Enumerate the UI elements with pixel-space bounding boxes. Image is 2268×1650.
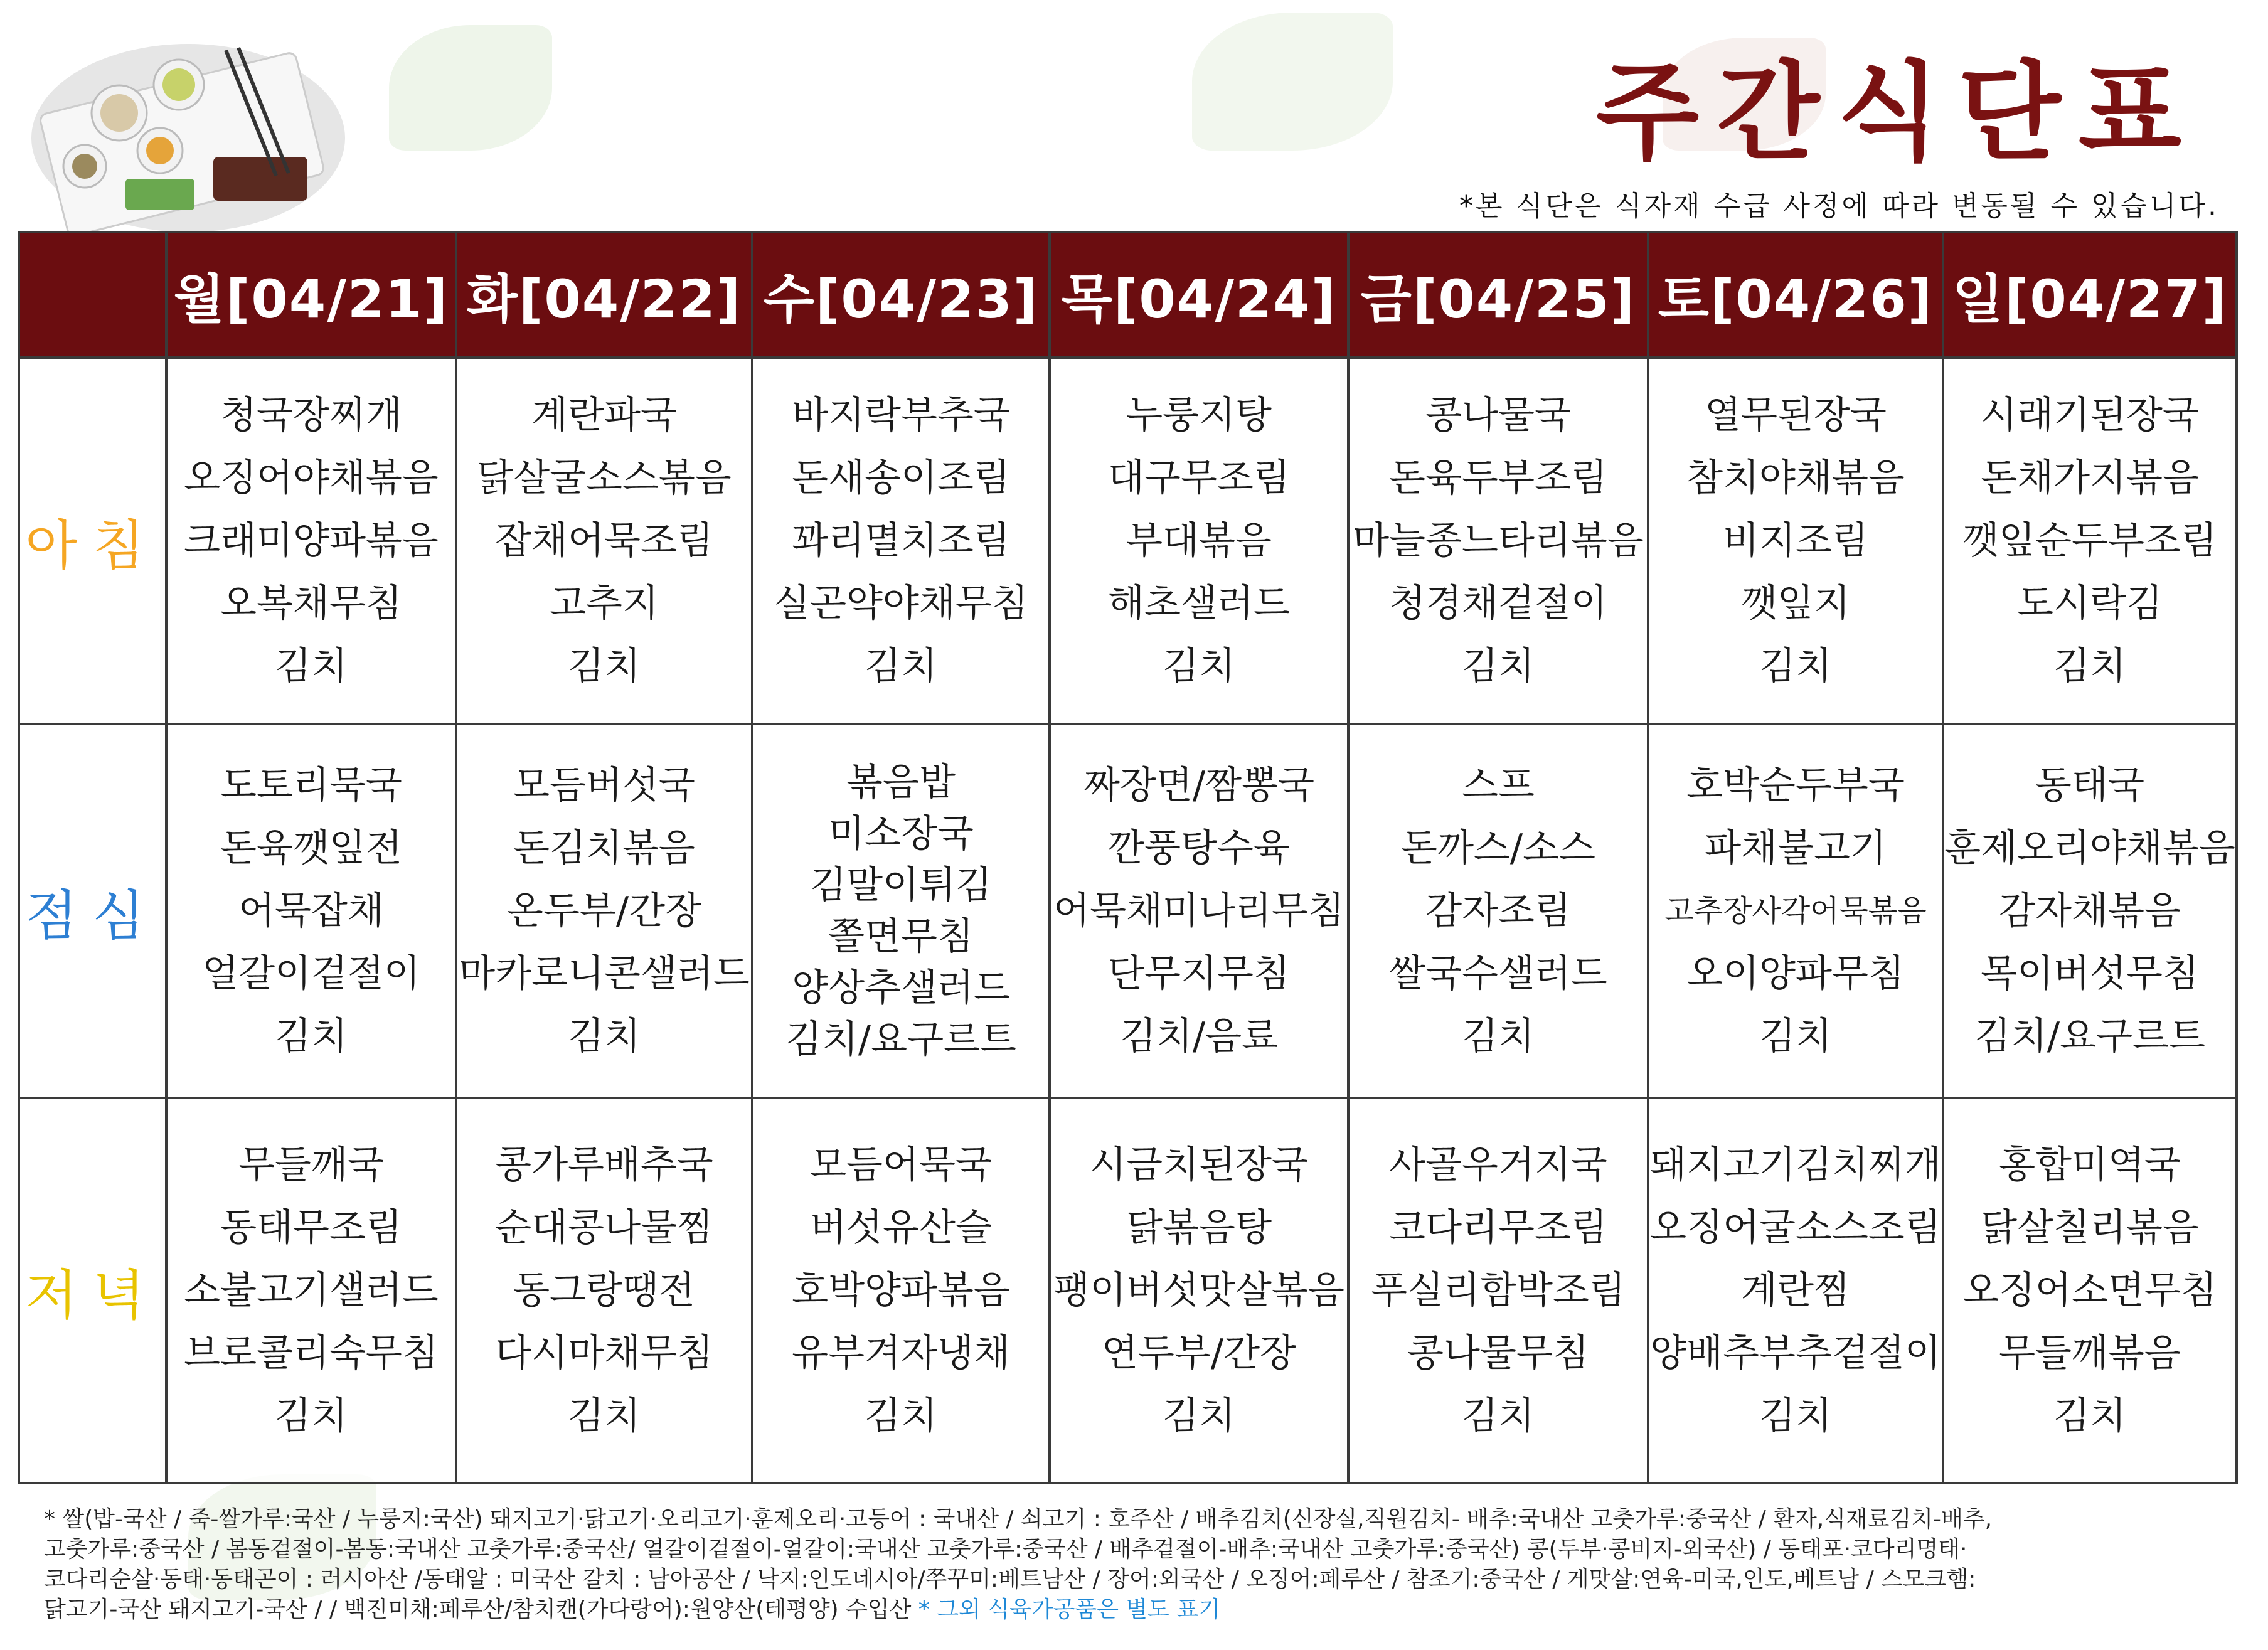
day-header: 일[04/27]: [1943, 232, 2237, 358]
dish-item: 김치: [1759, 1394, 1832, 1438]
dish-item: 김치: [275, 1394, 348, 1438]
menu-cell: [1943, 358, 2237, 724]
dish-item: 오복채무침: [220, 582, 402, 625]
menu-cell: [1348, 358, 1648, 724]
menu-cell: [166, 724, 456, 1098]
dish-item: 김치: [1759, 1014, 1832, 1058]
dish-item: 시래기된장국: [1981, 393, 2199, 437]
dish-item: 동그랑땡전: [513, 1269, 695, 1312]
footnote-line: 고춧가루:중국산 / 봄동겉절이-봄동:국내산 고춧가루:중국산/ 얼갈이겉절이-얼갈이:국내산 고춧가루:중국산 / 배추겉절이-배추:국내산 고춧가루:중국산) 콩(두부·콩비지-외국산) / 동태포·코다리명태·: [44, 1536, 1967, 1562]
day-header: 금[04/25]: [1348, 232, 1648, 358]
dish-item: 마늘종느타리볶음: [1353, 519, 1644, 563]
meal-row: [19, 724, 2237, 1098]
dish-item: 짜장면/짬뽕국: [1083, 764, 1314, 807]
dish-item: 참치야채볶음: [1686, 456, 1905, 500]
menu-cell: [1050, 358, 1348, 724]
dish-item: 김치: [2053, 644, 2126, 688]
dish-item: 바지락부추국: [792, 393, 1010, 437]
dish-item: 연두부/간장: [1101, 1331, 1296, 1375]
menu-cell: [456, 358, 752, 724]
background-leaf: [389, 25, 552, 151]
dish-item: 닭살굴소스볶음: [477, 456, 732, 500]
dish-item: 호박순두부국: [1686, 764, 1905, 807]
dish-list: [1350, 754, 1647, 1068]
food-plates-image: [25, 25, 364, 232]
dish-item: 김치: [568, 644, 641, 688]
dish-item: 동태무조림: [220, 1206, 402, 1250]
dish-item: 모듬어묵국: [810, 1143, 992, 1187]
dish-list: [1649, 754, 1942, 1068]
dish-item: 사골우거지국: [1389, 1143, 1607, 1187]
menu-cell: [1050, 724, 1348, 1098]
dish-list: [1051, 754, 1347, 1068]
dish-item: 고추장사각어묵볶음: [1664, 893, 1927, 929]
dish-list: [1350, 1134, 1647, 1447]
dish-item: 김치: [1163, 1394, 1235, 1438]
dish-item: 온두부/간장: [506, 889, 701, 933]
dish-item: 돈채가지볶음: [1981, 456, 2199, 500]
dish-item: 닭살칠리볶음: [1981, 1206, 2199, 1250]
dish-item: 목이버섯무침: [1981, 952, 2199, 996]
menu-cell: [1648, 1098, 1943, 1483]
dish-item: 훈제오리야채볶음: [1944, 826, 2235, 870]
dish-item: 동태국: [2035, 764, 2144, 807]
dish-item: 깐풍탕수육: [1108, 826, 1290, 870]
dish-item: 김치: [865, 1394, 937, 1438]
dish-item: 돼지고기김치찌개: [1650, 1143, 1941, 1187]
dish-list: [753, 757, 1048, 1065]
dish-item: 얼갈이겉절이: [202, 952, 420, 996]
dish-list: [753, 1134, 1048, 1447]
dish-item: 오징어굴소스조림: [1650, 1206, 1941, 1250]
dish-item: 콩가루배추국: [495, 1143, 713, 1187]
dish-item: 콩나물국: [1425, 393, 1571, 437]
menu-cell: [1348, 1098, 1648, 1483]
day-header: 수[04/23]: [752, 232, 1050, 358]
dish-item: 오이양파무침: [1686, 952, 1905, 996]
dish-item: 김치: [1462, 1394, 1535, 1438]
menu-cell: [166, 1098, 456, 1483]
menu-cell: [456, 1098, 752, 1483]
dish-item: 쫄면무침: [828, 915, 974, 959]
dish-item: 김치: [568, 1394, 641, 1438]
dish-item: 마카로니콘샐러드: [459, 952, 750, 996]
footnote-line: 닭고기-국산 돼지고기-국산 / / 백진미채:페루산/참치캔(가다랑어):원양산(테평양) 수입산: [44, 1597, 918, 1622]
dish-item: 계란파국: [531, 393, 677, 437]
dish-item: 도시락김: [2017, 582, 2163, 625]
dish-item: 홍합미역국: [1999, 1143, 2181, 1187]
dish-item: 돈새송이조림: [792, 456, 1010, 500]
notice-text: *본 식단은 식자재 수급 사정에 따라 변동될 수 있습니다.: [1459, 190, 2219, 222]
day-header-row: [19, 232, 2237, 358]
dish-item: 잡채어묵조림: [495, 519, 713, 563]
dish-item: 청국장찌개: [220, 393, 402, 437]
corner-cell: [19, 232, 166, 358]
dish-item: 닭볶음탕: [1126, 1206, 1272, 1250]
dish-item: 오징어야채볶음: [184, 456, 439, 500]
dish-item: 어묵잡채: [238, 889, 384, 933]
dish-item: 무들깨국: [238, 1143, 384, 1187]
dish-item: 실곤약야채무침: [774, 582, 1028, 625]
dish-item: 김치: [1759, 644, 1832, 688]
dish-list: [168, 754, 455, 1068]
dish-item: 돈육두부조림: [1389, 456, 1607, 500]
dish-item: 대구무조림: [1108, 456, 1290, 500]
menu-cell: [1943, 1098, 2237, 1483]
menu-cell: [1648, 724, 1943, 1098]
dish-item: 청경채겉절이: [1389, 582, 1607, 625]
dish-item: 김치/요구르트: [1974, 1014, 2205, 1058]
dish-item: 비지조림: [1723, 519, 1868, 563]
menu-cell: [752, 724, 1050, 1098]
dish-item: 무들깨볶음: [1999, 1331, 2181, 1375]
dish-item: 계란찜: [1741, 1269, 1850, 1312]
dish-list: [457, 754, 751, 1068]
dish-item: 김치/요구르트: [785, 1018, 1016, 1062]
dish-item: 미소장국: [828, 812, 974, 856]
dish-item: 김치: [1163, 644, 1235, 688]
dish-item: 코다리무조림: [1389, 1206, 1607, 1250]
menu-cell: [1648, 358, 1943, 724]
day-header: 월[04/21]: [166, 232, 456, 358]
footnote-line: 코다리순살·동태·동태곤이 : 러시아산 /동태알 : 미국산 갈치 : 남아공산 / 낙지:인도네시아/쭈꾸미:베트남산 / 장어:외국산 / 오징어:페루산 / 참조기:중국산 / 게맛살:연육-미국,인도,베트남 / 스모크햄:: [44, 1567, 1976, 1592]
dish-item: 김치: [1462, 1014, 1535, 1058]
day-header: 토[04/26]: [1648, 232, 1943, 358]
dish-item: 파채불고기: [1705, 826, 1887, 870]
dish-item: 어묵채미나리무침: [1053, 889, 1344, 933]
dish-list: [753, 384, 1048, 698]
dish-item: 단무지무침: [1108, 952, 1290, 996]
dish-item: 순대콩나물찜: [495, 1206, 713, 1250]
dish-item: 유부겨자냉채: [792, 1331, 1010, 1375]
dish-item: 콩나물무침: [1407, 1331, 1589, 1375]
dish-item: 김치/음료: [1119, 1014, 1279, 1058]
dish-item: 김치: [275, 644, 348, 688]
dish-list: [1051, 1134, 1347, 1447]
menu-cell: [166, 358, 456, 724]
dish-item: 오징어소면무침: [1962, 1269, 2217, 1312]
dish-item: 감자조림: [1425, 889, 1571, 933]
footnote-line: * 쌀(밥-국산 / 죽-쌀가루:국산 / 누룽지:국산) 돼지고기·닭고기·오리고기·훈제오리·고등어 : 국내산 / 쇠고기 : 호주산 / 배추김치(신장실,직원김치- 배추:국내산 고춧가루:중국산 / 환자,식재료김치-배추,: [44, 1506, 1993, 1532]
dish-item: 브로콜리숙무침: [184, 1331, 439, 1375]
footnote-highlight: * 그외 식육가공품은 별도 표기: [918, 1597, 1220, 1622]
dish-list: [457, 1134, 751, 1447]
dish-item: 김치: [2053, 1394, 2126, 1438]
menu-cell: [1943, 724, 2237, 1098]
dish-list: [1350, 384, 1647, 698]
menu-cell: [456, 724, 752, 1098]
meal-row: [19, 1098, 2237, 1483]
dish-item: 김말이튀김: [810, 863, 992, 907]
dish-list: [1051, 384, 1347, 698]
dish-item: 고추지: [550, 582, 659, 625]
dish-item: 김치: [568, 1014, 641, 1058]
dish-item: 버섯유산슬: [810, 1206, 992, 1250]
dish-item: 시금치된장국: [1090, 1143, 1308, 1187]
dish-item: 돈김치볶음: [513, 826, 695, 870]
dish-list: [1944, 384, 2235, 698]
dish-item: 팽이버섯맛살볶음: [1053, 1269, 1344, 1312]
dish-list: [1649, 384, 1942, 698]
page-title: 주간식단표: [1595, 51, 2199, 175]
dish-list: [457, 384, 751, 698]
dish-item: 부대볶음: [1126, 519, 1272, 563]
dish-item: 도토리묵국: [220, 764, 402, 807]
meal-row: [19, 358, 2237, 724]
day-header: 화[04/22]: [456, 232, 752, 358]
dish-item: 김치: [865, 644, 937, 688]
menu-cell: [1050, 1098, 1348, 1483]
dish-item: 해초샐러드: [1108, 582, 1290, 625]
dish-item: 크래미양파볶음: [184, 519, 439, 563]
dish-item: 양배추부추겉절이: [1650, 1331, 1941, 1375]
background-leaf: [1192, 13, 1393, 151]
dish-item: 호박양파볶음: [792, 1269, 1010, 1312]
day-header: 목[04/24]: [1050, 232, 1348, 358]
dish-item: 돈까스/소스: [1400, 826, 1595, 870]
dish-item: 돈육깻잎전: [220, 826, 402, 870]
dish-list: [168, 384, 455, 698]
origin-footnote: [44, 1504, 2221, 1625]
dish-item: 꽈리멸치조림: [792, 519, 1010, 563]
dish-item: 깻잎지: [1741, 582, 1850, 625]
dish-item: 다시마채무침: [495, 1331, 713, 1375]
dish-list: [168, 1134, 455, 1447]
dish-item: 스프: [1462, 764, 1535, 807]
dish-item: 김치: [275, 1014, 348, 1058]
dish-item: 열무된장국: [1705, 393, 1887, 437]
weekly-menu-table: [18, 231, 2238, 1484]
menu-cell: [752, 1098, 1050, 1483]
dish-list: [1944, 1134, 2235, 1447]
meal-label: 저녁: [19, 1098, 166, 1483]
menu-cell: [1348, 724, 1648, 1098]
dish-list: [1944, 754, 2235, 1068]
menu-cell: [752, 358, 1050, 724]
dish-list: [1649, 1134, 1942, 1447]
dish-item: 푸실리함박조림: [1371, 1269, 1626, 1312]
dish-item: 깻잎순두부조림: [1962, 519, 2217, 563]
dish-item: 모듬버섯국: [513, 764, 695, 807]
dish-item: 볶음밥: [846, 760, 956, 804]
dish-item: 쌀국수샐러드: [1389, 952, 1607, 996]
dish-item: 양상추샐러드: [792, 966, 1010, 1010]
dish-item: 김치: [1462, 644, 1535, 688]
meal-label: 점심: [19, 724, 166, 1098]
dish-item: 소불고기샐러드: [184, 1269, 439, 1312]
dish-item: 감자채볶음: [1999, 889, 2181, 933]
meal-label: 아침: [19, 358, 166, 724]
dish-item: 누룽지탕: [1126, 393, 1272, 437]
